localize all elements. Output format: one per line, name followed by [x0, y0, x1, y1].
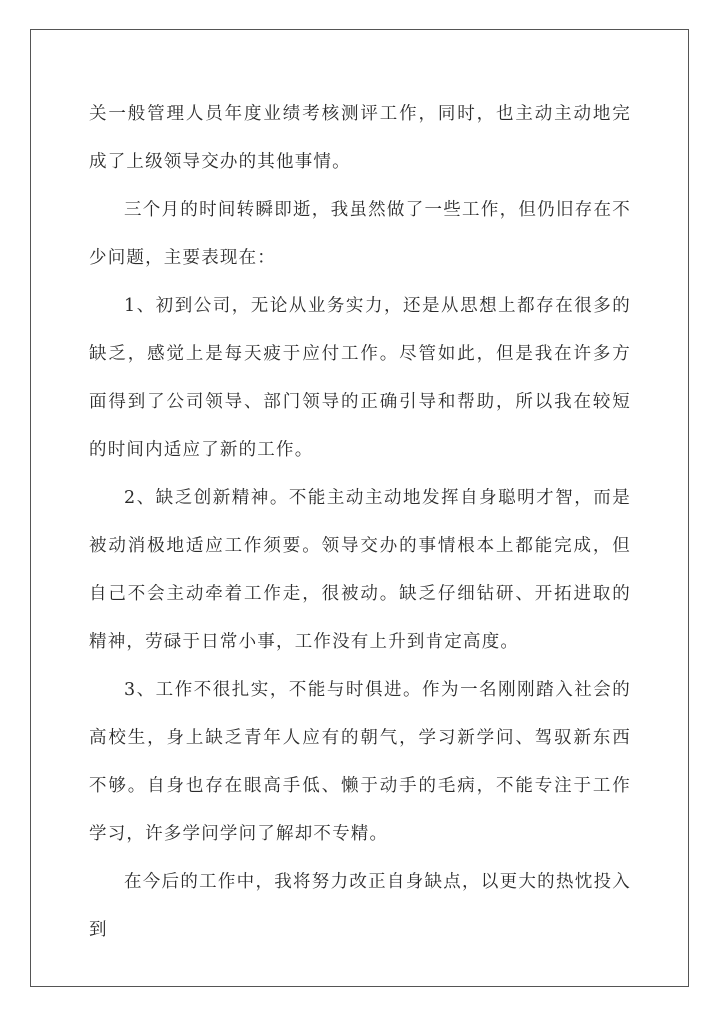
paragraph-point-1: 1、初到公司，无论从业务实力，还是从思想上都存在很多的缺乏，感觉上是每天疲于应付工作。尽管如此，但是我在许多方面得到了公司领导、部门领导的正确引导和帮助，所以我在较短的时间内适应了新的工作。: [89, 296, 631, 460]
document-body: [89, 90, 631, 954]
paragraph-future-plan: 在今后的工作中，我将努力改正自身缺点，以更大的热忱投入到: [89, 872, 631, 940]
paragraph-summary-intro: 三个月的时间转瞬即逝，我虽然做了一些工作，但仍旧存在不少问题，主要表现在：: [89, 200, 631, 268]
paragraph-point-3: 3、工作不很扎实，不能与时俱进。作为一名刚刚踏入社会的高校生，身上缺乏青年人应有的朝气，学习新学问、驾驭新东西不够。自身也存在眼高手低、懒于动手的毛病，不能专注于工作学习，许多学问学问了解却不专精。: [89, 680, 631, 844]
paragraph-continuation: 关一般管理人员年度业绩考核测评工作，同时，也主动主动地完成了上级领导交办的其他事情。: [89, 104, 631, 172]
paragraph-point-2: 2、缺乏创新精神。不能主动主动地发挥自身聪明才智，而是被动消极地适应工作须要。领导交办的事情根本上都能完成，但自己不会主动牵着工作走，很被动。缺乏仔细钻研、开拓进取的精神，劳碌于日常小事，工作没有上升到肯定高度。: [89, 488, 631, 652]
